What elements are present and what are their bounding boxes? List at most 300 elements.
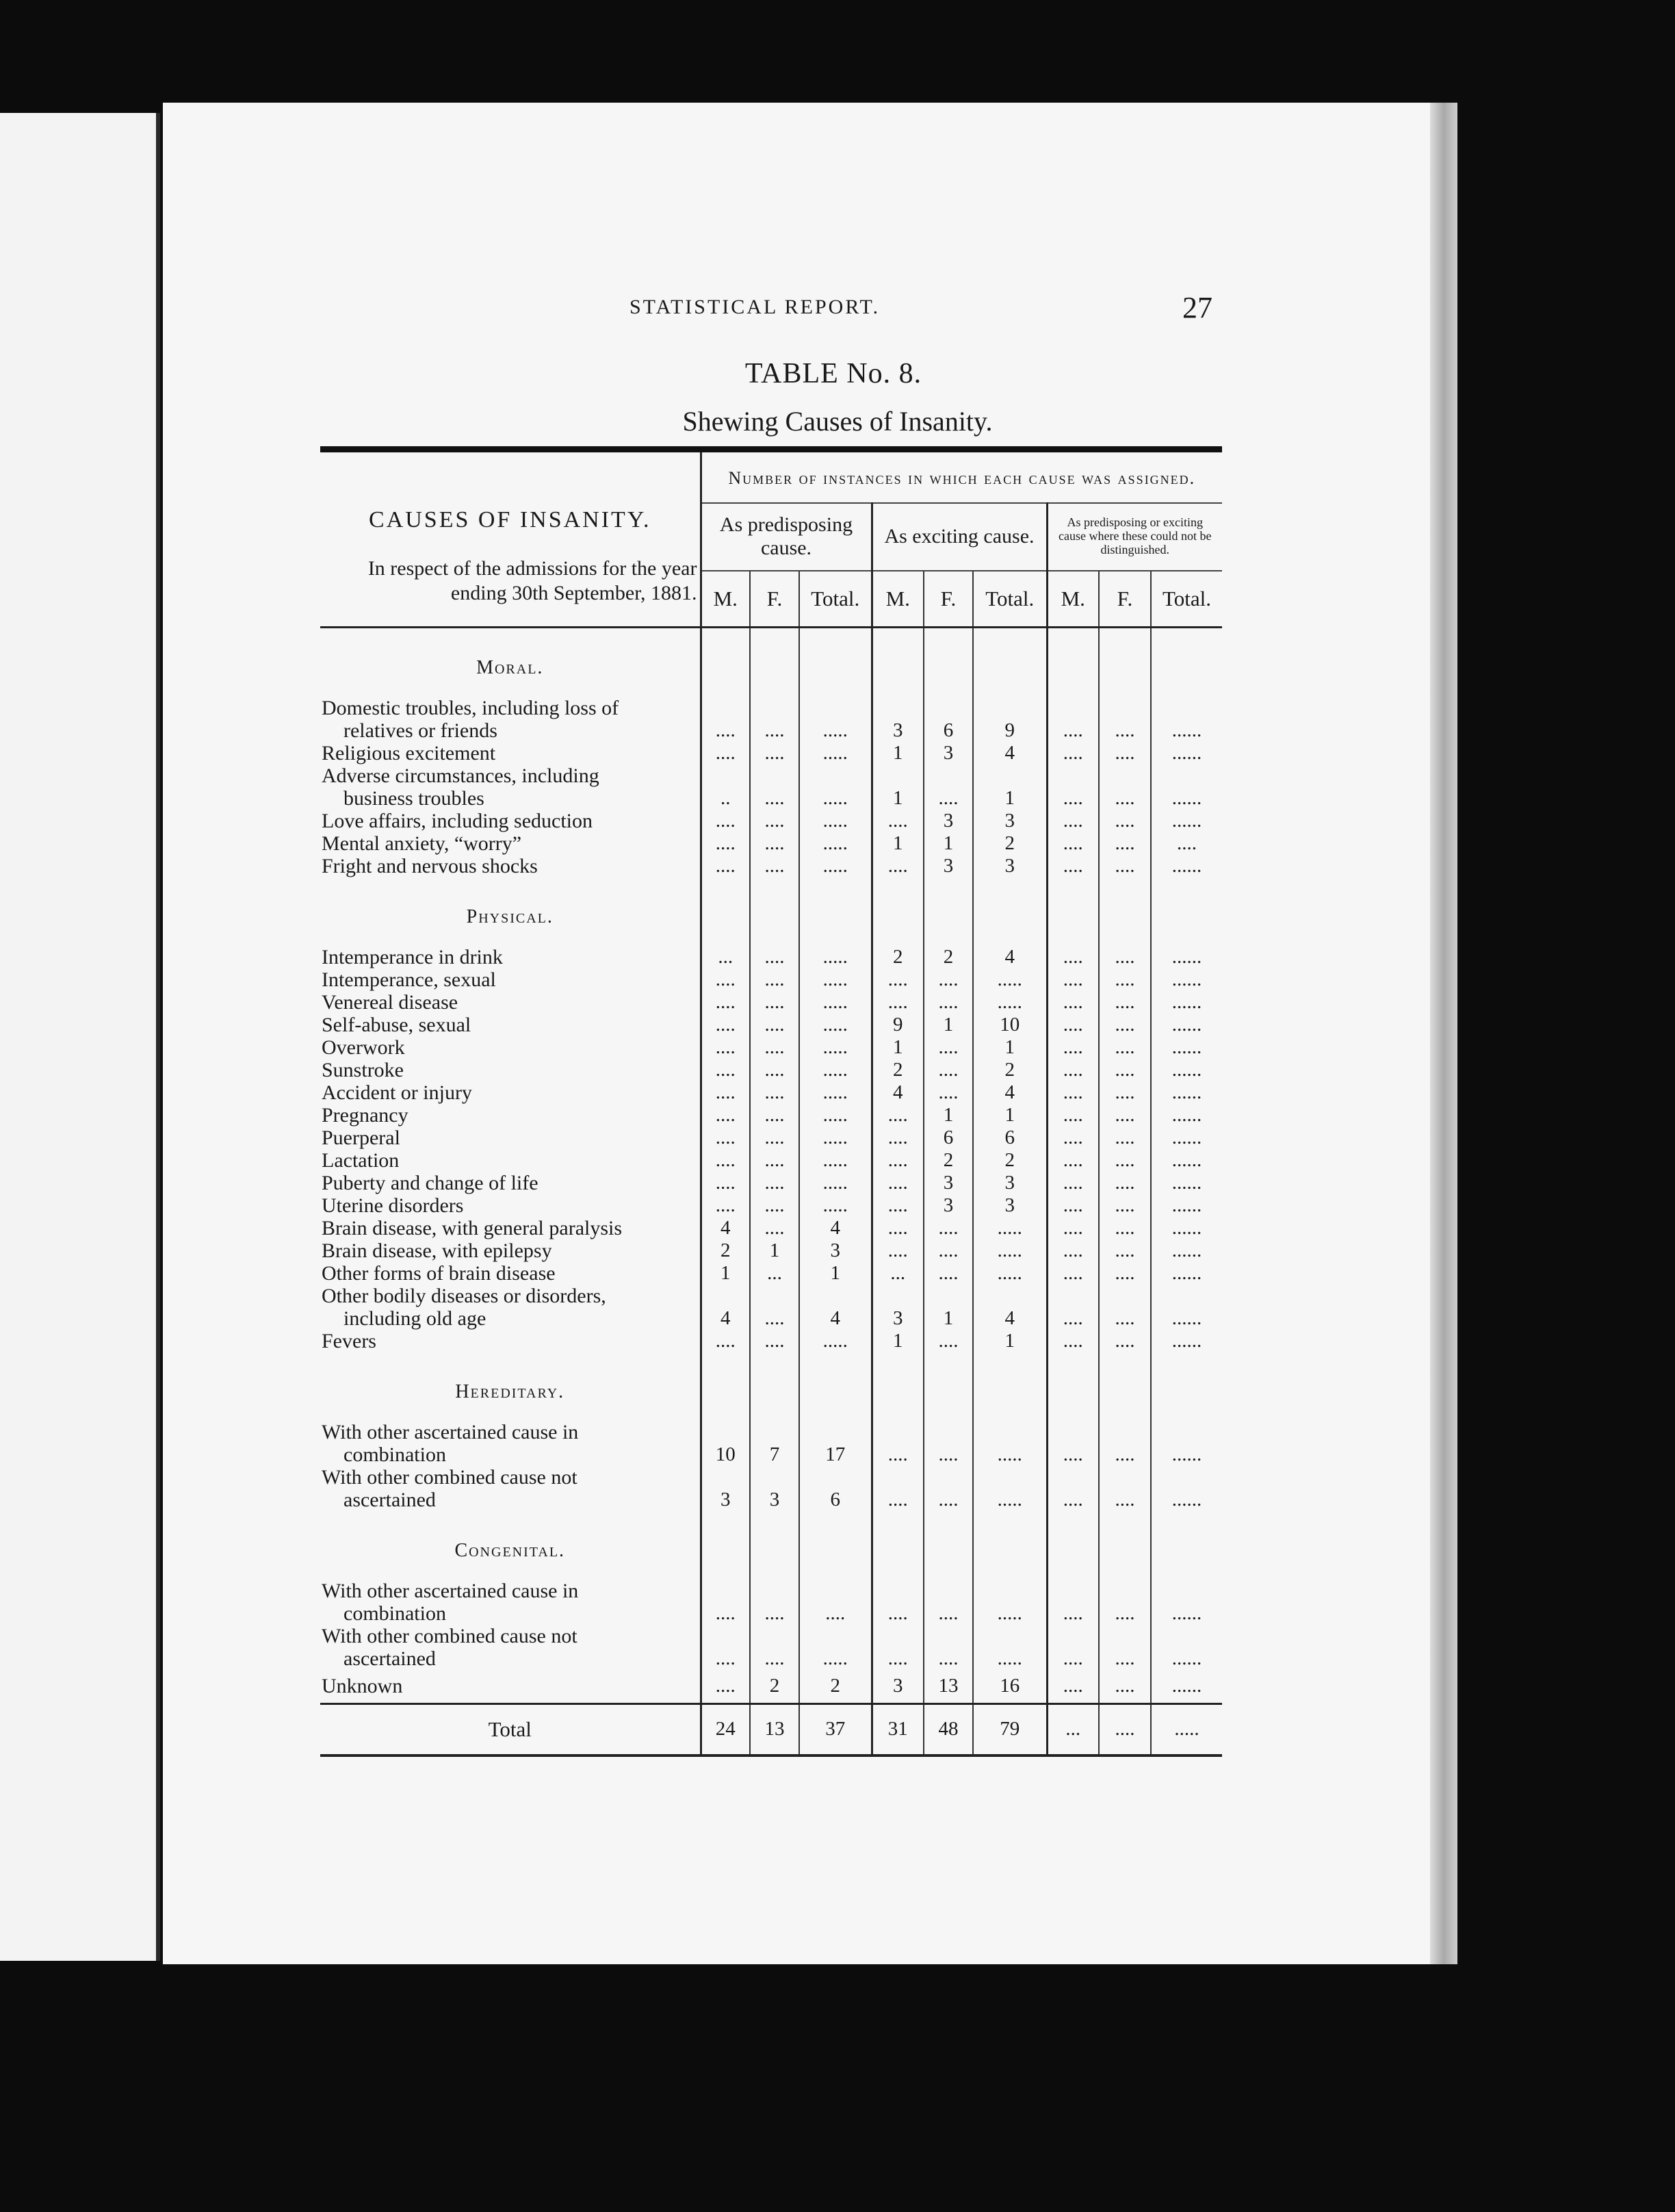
table-cell: .... — [872, 1172, 924, 1194]
spacer-cell — [1099, 627, 1151, 697]
row-label — [320, 742, 701, 764]
table-cell: 79 — [973, 1703, 1047, 1756]
spacer-cell — [1151, 1352, 1222, 1421]
table-cell: ...... — [1151, 1081, 1222, 1104]
row-label-continuation: business troubles — [343, 786, 484, 810]
row-label — [320, 832, 701, 855]
table-cell: 2 — [924, 946, 973, 968]
row-label — [320, 810, 701, 832]
table-cell: .... — [701, 1172, 750, 1194]
table-cell: ...... — [1151, 946, 1222, 968]
row-label-text: Brain disease, with epilepsy — [322, 1239, 552, 1262]
table-cell: .... — [1099, 810, 1151, 832]
subcol-header: M. — [701, 571, 750, 628]
table-cell: .... — [750, 1081, 799, 1104]
table-cell: 1 — [924, 1014, 973, 1036]
table-cell: .... — [701, 1149, 750, 1172]
table-cell: 1 — [872, 764, 924, 810]
row-label — [320, 1104, 701, 1127]
causes-table — [320, 446, 1222, 1757]
table-cell: .... — [1047, 968, 1099, 991]
unknown-row — [320, 1670, 1222, 1704]
table-cell: ..... — [973, 1625, 1047, 1670]
table-cell: .... — [1099, 764, 1151, 810]
table-cell: 1 — [973, 1330, 1047, 1352]
table-cell: 4 — [973, 1285, 1047, 1330]
table-cell: 1 — [924, 832, 973, 855]
table-cell: .... — [701, 1059, 750, 1081]
table-cell: 9 — [973, 697, 1047, 742]
table-cell: 1 — [872, 1330, 924, 1352]
table-cell: .... — [750, 991, 799, 1014]
spacer-cell — [1047, 1352, 1099, 1421]
row-label — [320, 991, 701, 1014]
table-row — [320, 1194, 1222, 1217]
table-cell: .... — [1047, 764, 1099, 810]
table-cell: ...... — [1151, 1580, 1222, 1625]
table-cell: .... — [750, 810, 799, 832]
table-cell: .... — [1099, 697, 1151, 742]
table-cell: .... — [701, 1081, 750, 1104]
table-cell: 2 — [973, 1059, 1047, 1081]
table-row — [320, 1239, 1222, 1262]
table-cell: .... — [924, 764, 973, 810]
table-cell: ...... — [1151, 968, 1222, 991]
table-cell: ...... — [1151, 1466, 1222, 1511]
table-cell: ...... — [1151, 1149, 1222, 1172]
row-label — [320, 1285, 701, 1330]
table-cell: .... — [701, 1330, 750, 1352]
facing-page — [0, 113, 160, 1961]
table-cell: ..... — [799, 1014, 872, 1036]
table-cell: 1 — [973, 764, 1047, 810]
spacer-cell — [872, 1511, 924, 1580]
row-label — [320, 1081, 701, 1104]
table-row — [320, 1104, 1222, 1127]
table-cell: .... — [1047, 1239, 1099, 1262]
table-cell: .... — [701, 832, 750, 855]
row-label — [320, 1127, 701, 1149]
table-cell: .... — [1099, 855, 1151, 877]
table-cell: .... — [1099, 1330, 1151, 1352]
row-label-text: Domestic troubles, including loss of — [322, 696, 619, 719]
spacer-cell — [1047, 877, 1099, 946]
table-cell: 48 — [924, 1703, 973, 1756]
row-label-text: Puerperal — [322, 1126, 400, 1149]
table-cell: .... — [1047, 1466, 1099, 1511]
table-cell: 4 — [701, 1217, 750, 1239]
row-label — [320, 1194, 701, 1217]
table-cell: .... — [924, 1239, 973, 1262]
table-cell: 13 — [750, 1703, 799, 1756]
table-cell: .... — [750, 1149, 799, 1172]
table-cell: .... — [1099, 1172, 1151, 1194]
table-cell: ..... — [799, 742, 872, 764]
table-cell: .... — [1099, 1081, 1151, 1104]
table-cell: ...... — [1151, 991, 1222, 1014]
row-label — [320, 946, 701, 968]
table-cell: .... — [750, 968, 799, 991]
table-cell: .... — [1047, 991, 1099, 1014]
row-label-text: Sunstroke — [322, 1058, 404, 1081]
table-cell: .... — [750, 1580, 799, 1625]
table-cell: .... — [701, 1580, 750, 1625]
table-cell: 24 — [701, 1703, 750, 1756]
table-cell: .... — [750, 855, 799, 877]
spacer-cell — [799, 1352, 872, 1421]
table-cell: ...... — [1151, 697, 1222, 742]
table-cell: .... — [1047, 1625, 1099, 1670]
table-row — [320, 1262, 1222, 1285]
table-cell: ..... — [799, 810, 872, 832]
table-cell: 3 — [973, 1172, 1047, 1194]
table-cell: ..... — [973, 1580, 1047, 1625]
table-cell: .... — [750, 832, 799, 855]
table-cell: ...... — [1151, 1104, 1222, 1127]
spacer-cell — [1099, 877, 1151, 946]
table-cell: .... — [1099, 1670, 1151, 1704]
table-row — [320, 697, 1222, 742]
table-cell: ...... — [1151, 1262, 1222, 1285]
table-cell: .... — [1099, 968, 1151, 991]
table-cell: .... — [872, 1580, 924, 1625]
row-label-text: Overwork — [322, 1036, 405, 1059]
row-label-text: Brain disease, with general paralysis — [322, 1216, 623, 1239]
table-cell: .... — [1099, 1217, 1151, 1239]
row-label-text: Uterine disorders — [322, 1194, 464, 1217]
table-cell: ...... — [1151, 1014, 1222, 1036]
table-row — [320, 1036, 1222, 1059]
table-cell: .... — [872, 1625, 924, 1670]
table-cell: 10 — [973, 1014, 1047, 1036]
table-cell: .... — [924, 1421, 973, 1466]
table-cell: ..... — [973, 1217, 1047, 1239]
spacer-cell — [750, 627, 799, 697]
table-cell: .... — [750, 742, 799, 764]
row-label-continuation: ascertained — [343, 1488, 436, 1511]
spacer-cell — [973, 627, 1047, 697]
table-cell: ..... — [973, 1239, 1047, 1262]
table-cell: ..... — [799, 1127, 872, 1149]
table-cell: .... — [872, 1149, 924, 1172]
table-cell: ..... — [799, 855, 872, 877]
row-label — [320, 1149, 701, 1172]
spacer-cell — [750, 1352, 799, 1421]
spacer-cell — [973, 877, 1047, 946]
table-cell: ..... — [799, 764, 872, 810]
row-label-text: Puberty and change of life — [322, 1171, 538, 1194]
table-cell: 37 — [799, 1703, 872, 1756]
row-label — [320, 855, 701, 877]
spacer-cell — [1099, 1352, 1151, 1421]
table-cell: ...... — [1151, 1239, 1222, 1262]
table-cell: 7 — [750, 1421, 799, 1466]
table-cell: 3 — [924, 742, 973, 764]
section-title: Hereditary. — [455, 1380, 565, 1402]
table-cell: .... — [701, 1014, 750, 1036]
table-cell: ...... — [1151, 1330, 1222, 1352]
row-label-text: Other bodily diseases or disorders, — [322, 1284, 606, 1307]
table-cell: .... — [872, 991, 924, 1014]
table-cell: .... — [1047, 1580, 1099, 1625]
table-cell: .... — [1099, 1036, 1151, 1059]
table-cell: ..... — [973, 1262, 1047, 1285]
table-cell: ..... — [973, 1466, 1047, 1511]
table-cell: 3 — [973, 855, 1047, 877]
row-label-text: With other ascertained cause in — [322, 1579, 579, 1602]
table-row — [320, 1081, 1222, 1104]
table-cell: 2 — [973, 832, 1047, 855]
table-cell: 1 — [750, 1239, 799, 1262]
table-row — [320, 832, 1222, 855]
spacer-cell — [924, 1352, 973, 1421]
table-cell: 6 — [924, 1127, 973, 1149]
table-cell: 10 — [701, 1421, 750, 1466]
table-cell: .... — [750, 1014, 799, 1036]
table-cell: .... — [1047, 1262, 1099, 1285]
table-cell: .... — [1099, 1580, 1151, 1625]
table-cell: .... — [750, 1330, 799, 1352]
running-head: STATISTICAL REPORT. — [629, 296, 881, 318]
table-cell: .... — [924, 1036, 973, 1059]
table-subtitle: Shewing Causes of Insanity. — [682, 406, 993, 437]
table-cell: ...... — [1151, 1625, 1222, 1670]
table-cell: ...... — [1151, 1036, 1222, 1059]
spacer-cell — [872, 627, 924, 697]
section-title: Congenital. — [454, 1539, 566, 1561]
spacer-cell — [924, 877, 973, 946]
table-cell: ..... — [973, 991, 1047, 1014]
table-row — [320, 855, 1222, 877]
spacer-cell — [701, 1352, 750, 1421]
spacer-cell — [799, 1511, 872, 1580]
subcol-header: F. — [924, 571, 973, 628]
table-cell: ..... — [973, 1421, 1047, 1466]
table-cell: .... — [924, 1081, 973, 1104]
table-cell: ...... — [1151, 742, 1222, 764]
table-cell: ... — [872, 1262, 924, 1285]
table-cell: 1 — [872, 742, 924, 764]
row-label — [320, 1014, 701, 1036]
table-cell: 1 — [924, 1104, 973, 1127]
table-cell: .... — [924, 991, 973, 1014]
table-cell: 2 — [799, 1670, 872, 1704]
table-cell: 3 — [924, 855, 973, 877]
table-row — [320, 1330, 1222, 1352]
table-cell: .... — [701, 1036, 750, 1059]
row-label — [320, 1330, 701, 1352]
table-row — [320, 1014, 1222, 1036]
row-label-continuation: relatives or friends — [343, 719, 497, 742]
table-row — [320, 1625, 1222, 1670]
table-cell: .... — [924, 1580, 973, 1625]
table-cell: 3 — [872, 1285, 924, 1330]
table-cell: .. — [701, 764, 750, 810]
table-cell: 3 — [973, 810, 1047, 832]
table-cell: 1 — [701, 1262, 750, 1285]
spacer-cell — [973, 1511, 1047, 1580]
group-predisposing: As predisposing cause. — [701, 503, 872, 571]
table-row — [320, 1421, 1222, 1466]
spacer-cell — [1099, 1511, 1151, 1580]
table-cell: .... — [1047, 1104, 1099, 1127]
row-label-text: Fright and nervous shocks — [322, 854, 538, 877]
table-cell: .... — [1151, 832, 1222, 855]
causes-header — [320, 452, 701, 627]
table-cell: 4 — [973, 742, 1047, 764]
table-cell: .... — [924, 968, 973, 991]
table-cell: 1 — [973, 1036, 1047, 1059]
table-cell: .... — [1099, 1104, 1151, 1127]
subcol-header: Total. — [799, 571, 872, 628]
table-cell: .... — [701, 742, 750, 764]
table-cell: ... — [750, 1262, 799, 1285]
table-cell: 6 — [973, 1127, 1047, 1149]
row-label — [320, 968, 701, 991]
row-label-text: Accident or injury — [322, 1081, 472, 1104]
table-cell: .... — [1047, 1330, 1099, 1352]
table-cell: ...... — [1151, 1670, 1222, 1704]
table-cell: .... — [1099, 1466, 1151, 1511]
unknown-label: Unknown — [322, 1675, 403, 1698]
table-cell: .... — [1099, 991, 1151, 1014]
table-cell: .... — [701, 1127, 750, 1149]
table-cell: 3 — [973, 1194, 1047, 1217]
table-cell: .... — [750, 1625, 799, 1670]
table-cell: .... — [750, 1127, 799, 1149]
table-cell: ..... — [799, 1172, 872, 1194]
table-row — [320, 1059, 1222, 1081]
table-row — [320, 764, 1222, 810]
spacer-cell — [1047, 1511, 1099, 1580]
table-cell: ...... — [1151, 1217, 1222, 1239]
subcol-header: Total. — [1151, 571, 1222, 628]
table-cell: .... — [872, 1466, 924, 1511]
row-label — [320, 1262, 701, 1285]
section-title: Moral. — [476, 656, 544, 678]
table-cell: .... — [701, 991, 750, 1014]
table-cell: 3 — [799, 1239, 872, 1262]
table-cell: 4 — [701, 1285, 750, 1330]
table-row — [320, 1172, 1222, 1194]
table-cell: .... — [701, 968, 750, 991]
table-cell: ...... — [1151, 810, 1222, 832]
total-row — [320, 1703, 1222, 1756]
row-label-continuation: ascertained — [343, 1647, 436, 1670]
table-cell: ..... — [973, 968, 1047, 991]
table-row — [320, 1285, 1222, 1330]
table-cell: .... — [750, 1285, 799, 1330]
row-label-text: Venereal disease — [322, 990, 458, 1014]
table-cell: .... — [872, 1104, 924, 1127]
table-cell: .... — [1047, 855, 1099, 877]
table-cell: .... — [1099, 946, 1151, 968]
table-cell: 6 — [799, 1466, 872, 1511]
spacer-cell — [750, 877, 799, 946]
table-cell: 1 — [973, 1104, 1047, 1127]
table-cell: .... — [750, 764, 799, 810]
table-cell: 2 — [872, 946, 924, 968]
table-row — [320, 742, 1222, 764]
row-label-text: With other combined cause not — [322, 1624, 577, 1647]
table-cell: ..... — [799, 1194, 872, 1217]
table-cell: .... — [1047, 946, 1099, 968]
table-cell: .... — [1099, 1421, 1151, 1466]
spacer-cell — [750, 1511, 799, 1580]
row-label — [320, 1239, 701, 1262]
row-label-continuation: combination — [343, 1443, 446, 1466]
table-cell: 17 — [799, 1421, 872, 1466]
table-cell: 4 — [799, 1217, 872, 1239]
table-row — [320, 1580, 1222, 1625]
table-cell: ...... — [1151, 1421, 1222, 1466]
subcol-header: M. — [1047, 571, 1099, 628]
table-cell: ..... — [1151, 1703, 1222, 1756]
table-row — [320, 1466, 1222, 1511]
spacer-cell — [799, 627, 872, 697]
row-label-text: Adverse circumstances, including — [322, 764, 599, 787]
table-cell: .... — [924, 1217, 973, 1239]
table-row — [320, 1149, 1222, 1172]
total-label: Total — [320, 1703, 701, 1756]
spacer-cell — [799, 877, 872, 946]
table-cell: 1 — [872, 832, 924, 855]
table-cell: .... — [1099, 1149, 1151, 1172]
table-cell: 2 — [750, 1670, 799, 1704]
table-cell: ..... — [799, 1149, 872, 1172]
section-header-row — [320, 877, 1222, 946]
causes-title: CAUSES OF INSANITY. — [369, 507, 651, 532]
table-cell: .... — [872, 1239, 924, 1262]
table-cell: 2 — [924, 1149, 973, 1172]
spacer-cell — [1151, 627, 1222, 697]
table-cell: .... — [1099, 1014, 1151, 1036]
table-cell: .... — [701, 1670, 750, 1704]
table-cell: 3 — [872, 697, 924, 742]
table-cell: ..... — [799, 1625, 872, 1670]
spacer-cell — [701, 627, 750, 697]
causes-description: In respect of the admissions for the year ending 30th September, 1881. — [367, 557, 697, 604]
section-header-row — [320, 627, 1222, 697]
table-cell: .... — [1047, 810, 1099, 832]
table-cell: .... — [924, 1262, 973, 1285]
table-cell: .... — [924, 1625, 973, 1670]
table-cell: .... — [1099, 1059, 1151, 1081]
table-cell: 16 — [973, 1670, 1047, 1704]
table-cell: 13 — [924, 1670, 973, 1704]
table-row — [320, 991, 1222, 1014]
group-header: Number of instances in which each cause was assigned. — [701, 452, 1222, 503]
spacer-cell — [924, 1511, 973, 1580]
table-cell: 4 — [973, 1081, 1047, 1104]
row-label-continuation: including old age — [343, 1307, 486, 1330]
table-cell: 3 — [924, 810, 973, 832]
table-cell: .... — [872, 1127, 924, 1149]
table-cell: ... — [701, 946, 750, 968]
table-cell: 2 — [872, 1059, 924, 1081]
row-label-text: Lactation — [322, 1148, 400, 1172]
table-cell: 4 — [973, 946, 1047, 968]
row-label — [320, 764, 701, 810]
row-label — [320, 1172, 701, 1194]
table-cell: ...... — [1151, 764, 1222, 810]
table-cell: .... — [1099, 1285, 1151, 1330]
table-cell: .... — [872, 968, 924, 991]
row-label-text: With other combined cause not — [322, 1465, 577, 1489]
row-label — [320, 697, 701, 742]
table-cell: .... — [1099, 1703, 1151, 1756]
table-cell: 6 — [924, 697, 973, 742]
